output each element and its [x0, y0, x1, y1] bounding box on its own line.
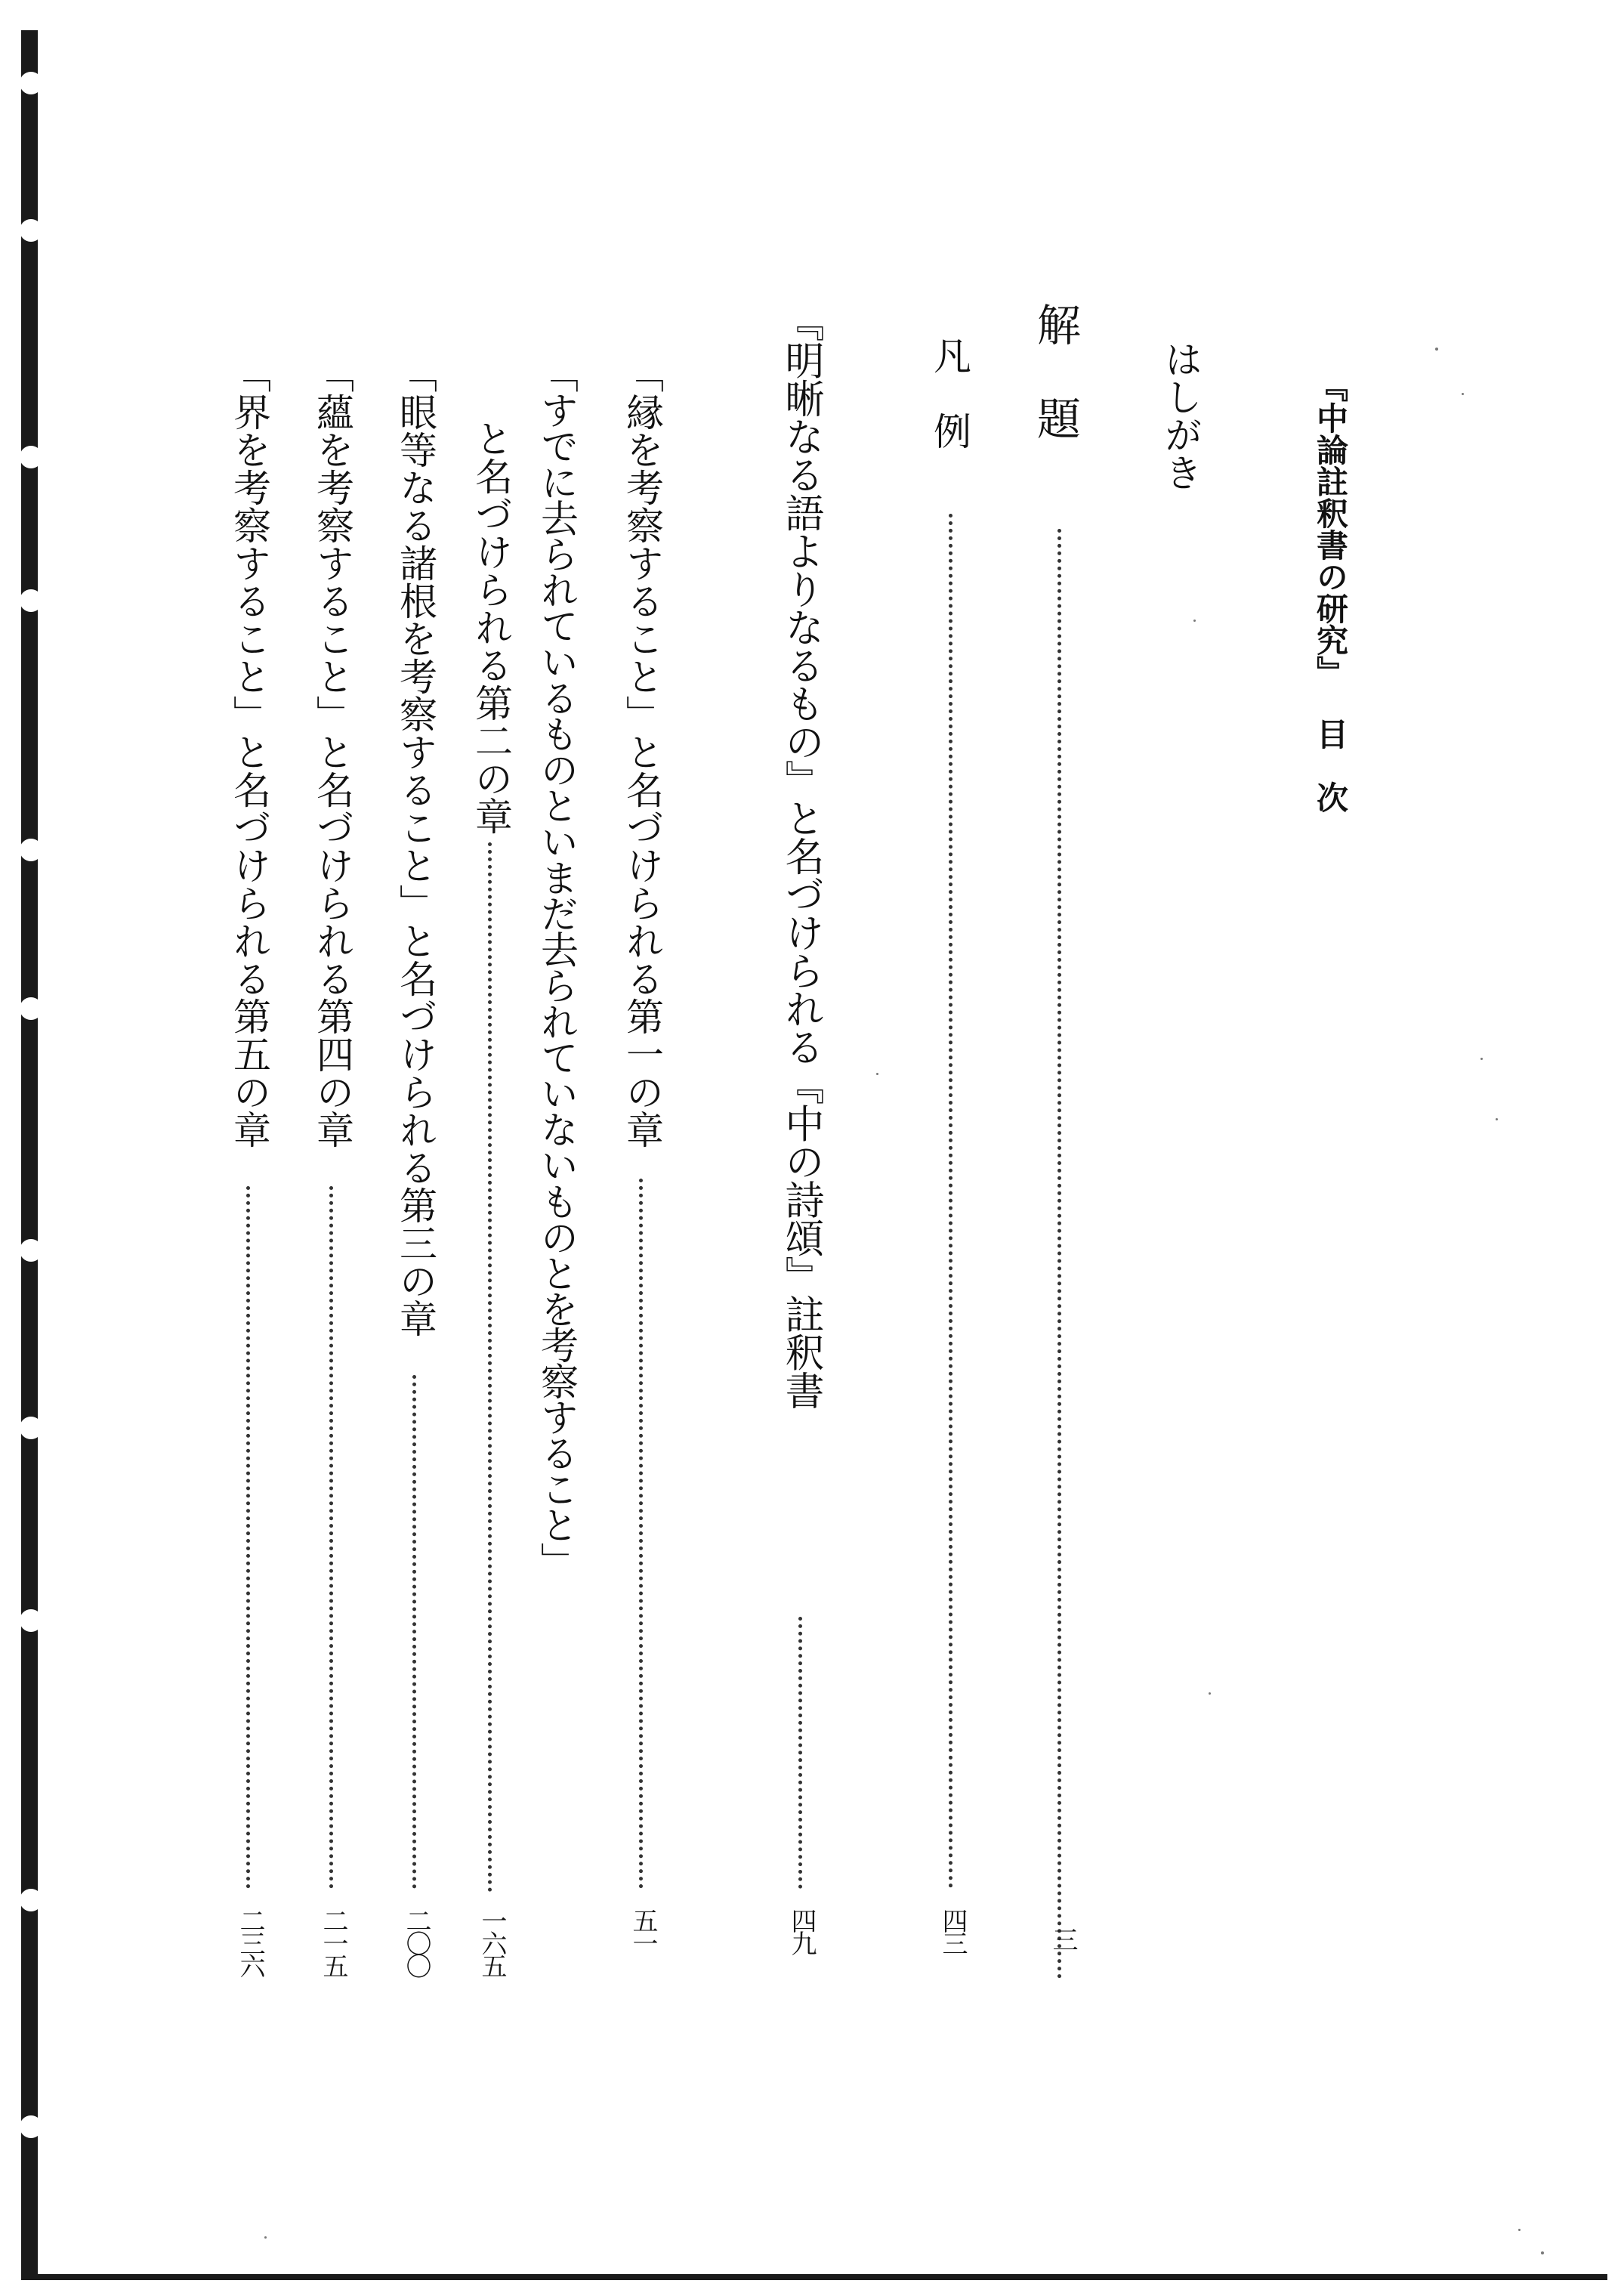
toc-page-number: 四三: [937, 1908, 968, 1953]
dot-leader: [1057, 529, 1061, 1979]
toc-entry-title: 『明晰なる語よりなるもの』と名づけられる『中の詩頌』註釈書: [778, 302, 823, 1409]
toc-page-number: 二三六: [235, 1908, 265, 1976]
toc-entry-title: 解 題: [1030, 302, 1081, 443]
dot-leader: [246, 1186, 250, 1889]
toc-page-number: 三: [1048, 1927, 1078, 1949]
dot-leader: [329, 1186, 333, 1889]
toc-entry-title: はしがき: [1159, 340, 1203, 491]
toc-page-number: 五一: [628, 1908, 658, 1953]
dot-leader: [488, 842, 492, 1893]
toc-page-number: 二一五: [318, 1908, 348, 1976]
toc-entry-title: 「眼等なる諸根を考察すること」と名づけられる第三の章: [394, 355, 437, 1337]
page-title: [1312, 370, 1349, 813]
toc-page-number: 二〇〇: [401, 1908, 431, 1976]
toc-entry-title: 凡 例: [928, 336, 971, 450]
toc-page-number: 一六五: [477, 1908, 507, 1976]
toc-entry-title: 「界を考察すること」と名づけられる第五の章: [227, 355, 271, 1148]
toc-entry-title: 「蘊を考察すること」と名づけられる第四の章: [310, 355, 354, 1148]
contents-label: 目 次: [1312, 718, 1349, 813]
book-title: 『中論註釈書の研究』: [1312, 370, 1349, 688]
dot-leader: [798, 1617, 802, 1889]
toc-entry-title-continued: と名づけられる第二の章: [469, 419, 513, 835]
dot-leader: [949, 514, 952, 1889]
toc-entry-title: 「すでに去られているものといまだ去られていないものとを考察すること」: [535, 355, 579, 1578]
dot-leader: [412, 1375, 416, 1889]
toc-entry-title: 「縁を考察すること」と名づけられる第一の章: [620, 355, 664, 1148]
toc-page-number: 四九: [786, 1908, 817, 1953]
dot-leader: [639, 1179, 643, 1889]
